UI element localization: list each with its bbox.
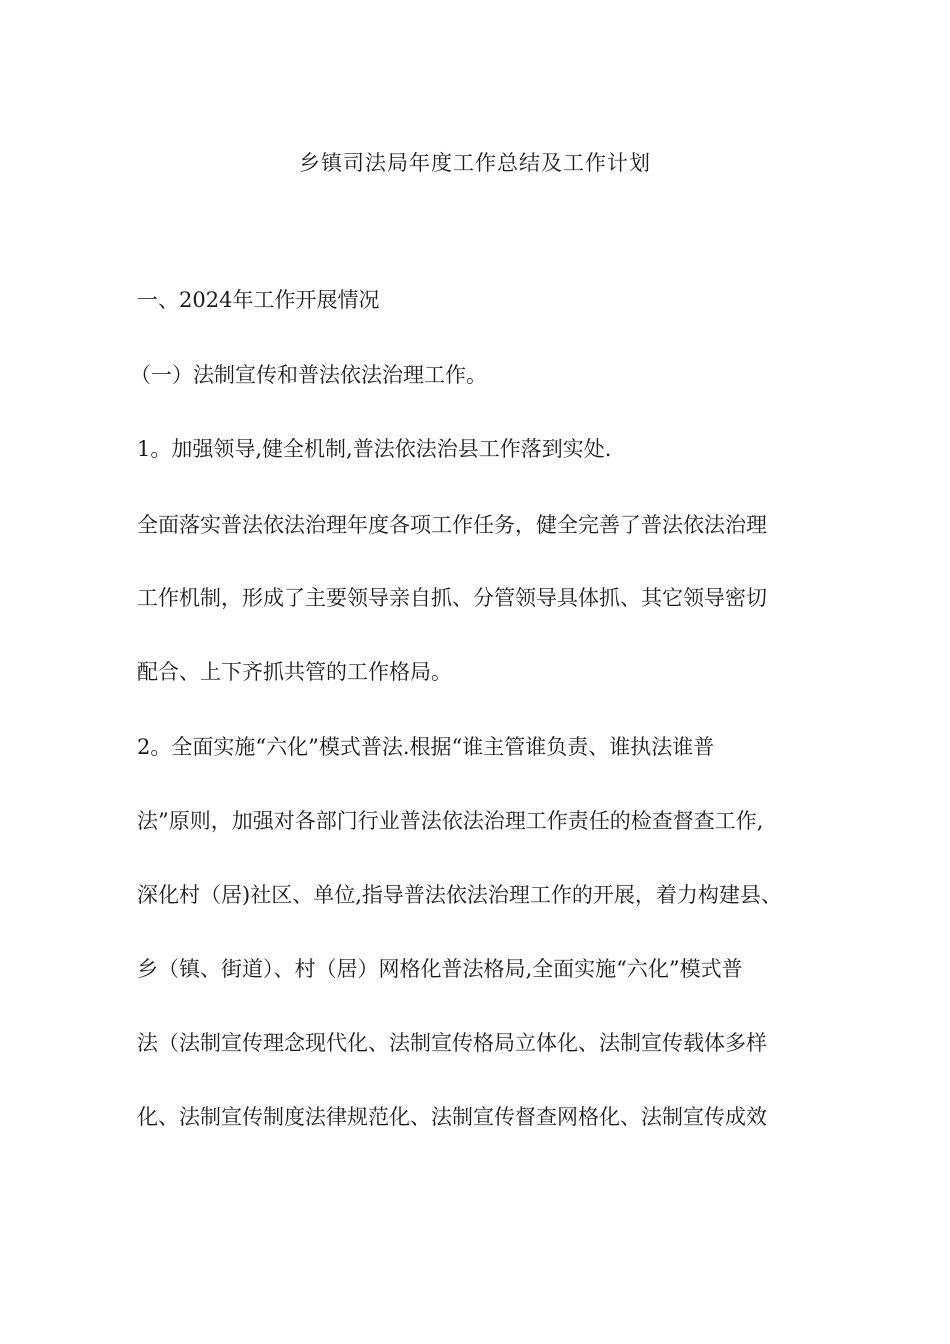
paragraph-line: 工作机制，形成了主要领导亲自抓、分管领导具体抓、其它领导密切: [137, 586, 767, 610]
paragraph-line: 2。全面实施“六化”模式普法.根据“谁主管谁负责、谁执法谁普: [137, 735, 715, 759]
paragraph-line: 化、法制宣传制度法律规范化、法制宣传督查网格化、法制宣传成效: [137, 1105, 767, 1129]
subsection-heading: （一）法制宣传和普法依法治理工作。: [130, 363, 487, 387]
paragraph-line: 乡（镇、街道）、村（居）网格化普法格局,全面实施“六化”模式普: [137, 957, 743, 981]
item-heading: 1。加强领导,健全机制,普法依法治县工作落到实处.: [137, 437, 612, 461]
paragraph-line: 配合、上下齐抓共管的工作格局。: [137, 660, 452, 684]
paragraph-line: 法”原则，加强对各部门行业普法依法治理工作责任的检查督查工作,: [137, 809, 764, 833]
paragraph-line: 全面落实普法依法治理年度各项工作任务，健全完善了普法依法治理: [137, 513, 767, 537]
paragraph-line: 法（法制宣传理念现代化、法制宣传格局立体化、法制宣传载体多样: [137, 1031, 767, 1055]
paragraph-line: 深化村（居)社区、单位,指导普法依法治理工作的开展，着力构建县、: [137, 883, 782, 907]
section-heading: 一、2024年工作开展情况: [137, 288, 380, 312]
document-title: 乡镇司法局年度工作总结及工作计划: [299, 151, 651, 175]
